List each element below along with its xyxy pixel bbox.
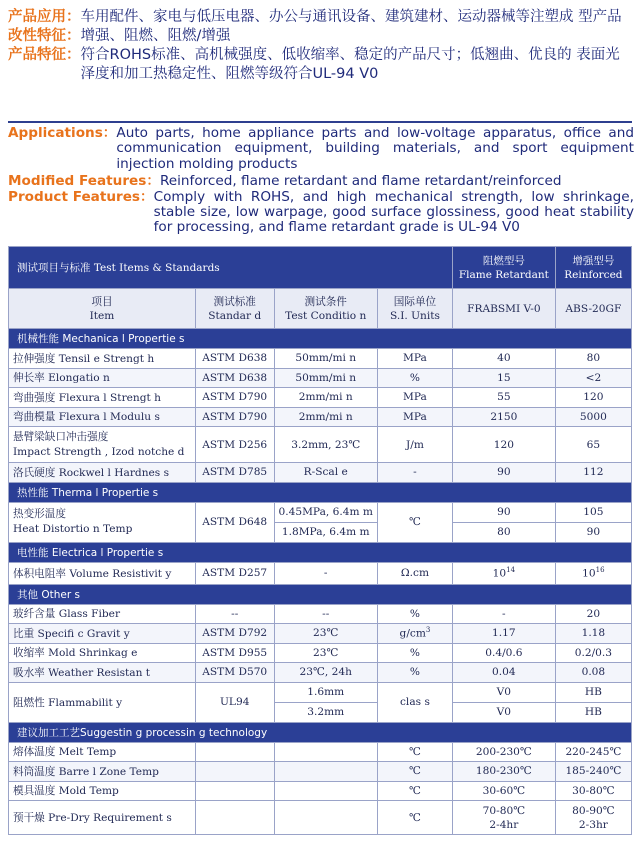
sub-standard xyxy=(195,289,274,329)
row-fr-value: V0 xyxy=(452,702,555,722)
row-item-name: 收缩率 Mold Shrinkag e xyxy=(9,643,196,663)
row-fr-value: 90 xyxy=(452,463,555,483)
row-condition: -- xyxy=(274,604,377,624)
en-modified xyxy=(8,174,634,189)
sub-unit-cn: 国际单位 xyxy=(393,295,437,308)
row-condition: 1.6mm xyxy=(274,682,377,702)
row-standard: ASTM D790 xyxy=(195,388,274,408)
row-standard: ASTM D638 xyxy=(195,368,274,388)
vol-rf-base: 10 xyxy=(582,567,596,580)
table-header xyxy=(9,247,632,289)
header-title: 测试项目与标准 Test Items & Standards xyxy=(9,247,453,289)
row-standard: -- xyxy=(195,604,274,624)
sub-cond-en: Test Conditio n xyxy=(285,309,367,322)
sub-condition xyxy=(274,289,377,329)
sub-unit xyxy=(377,289,452,329)
table-row xyxy=(9,463,632,483)
row-unit: MPa xyxy=(377,407,452,427)
section-others-title: 其他 Other s xyxy=(9,584,632,604)
row-item-name xyxy=(9,427,196,463)
row-standard: ASTM D570 xyxy=(195,663,274,683)
section-thermal xyxy=(9,482,632,502)
row-rf-value: 5000 xyxy=(555,407,631,427)
table-subheader xyxy=(9,289,632,329)
row-condition: 50mm/mi n xyxy=(274,368,377,388)
row-rf-value xyxy=(555,562,631,584)
row-standard: ASTM D648 xyxy=(195,502,274,542)
row-item-name xyxy=(9,502,196,542)
cn-application xyxy=(8,8,634,27)
row-unit: % xyxy=(377,368,452,388)
en-modified-text: Reinforced, flame retardant and flame retardant/reinforced xyxy=(159,173,562,190)
header-fr-cn: 阻燃型号 xyxy=(482,254,525,267)
row-rf-value: 105 xyxy=(555,502,631,522)
row-rf: 65 xyxy=(555,427,631,463)
row-unit: MPa xyxy=(377,388,452,408)
row-item-name: 体积电阻率 Volume Resistivit y xyxy=(9,562,196,584)
en-application-label: Applications： xyxy=(8,125,117,141)
row-condition: 50mm/mi n xyxy=(274,349,377,369)
section-divider xyxy=(8,121,632,123)
sub-rf-grade: ABS-20GF xyxy=(555,289,631,329)
cn-features-text: 符合ROHS标准、高机械强度、低收缩率、稳定的产品尺寸；低翘曲、优良的 表面光泽度和加工热稳定性、阻燃等级符合UL-94 V0 xyxy=(80,47,620,82)
row-fr-value: 55 xyxy=(452,388,555,408)
row-standard: ASTM D790 xyxy=(195,407,274,427)
row-standard: ASTM D785 xyxy=(195,463,274,483)
table-row xyxy=(9,562,632,584)
row-fr-value: 180-230℃ xyxy=(452,762,555,782)
header-reinforced xyxy=(555,247,631,289)
section-mechanical-title: 机械性能 Mechanica l Propertie s xyxy=(9,329,632,349)
row-standard: ASTM D638 xyxy=(195,349,274,369)
row-condition: R-Scal e xyxy=(274,463,377,483)
row-std: ASTM D256 xyxy=(195,427,274,463)
section-processing xyxy=(9,722,632,742)
row-rf-value: 1.18 xyxy=(555,624,631,644)
table-row xyxy=(9,762,632,782)
cn-modified xyxy=(8,27,634,46)
row-rf-value: 0.08 xyxy=(555,663,631,683)
row-fr: 120 xyxy=(452,427,555,463)
section-mechanical xyxy=(9,329,632,349)
table-row xyxy=(9,781,632,801)
row-fr-value: 90 xyxy=(452,502,555,522)
section-electrical xyxy=(9,542,632,562)
row-condition: 2mm/mi n xyxy=(274,388,377,408)
vol-rf-exp: 16 xyxy=(595,566,605,575)
row-fr-value: 2150 xyxy=(452,407,555,427)
row-unit: ℃ xyxy=(377,762,452,782)
vol-fr-exp: 14 xyxy=(506,566,516,575)
en-modified-label: Modified Features： xyxy=(8,173,160,190)
predry-fr1: 70-80℃ xyxy=(482,804,526,817)
row-item-name: 洛氏硬度 Rockwel l Hardnes s xyxy=(9,463,196,483)
table-row xyxy=(9,604,632,624)
header-rf-en: Reinforced xyxy=(564,268,623,281)
table-row xyxy=(9,349,632,369)
table-row xyxy=(9,624,632,644)
row-unit xyxy=(377,624,452,644)
impact-name-cn: 悬臂梁缺口冲击强度 xyxy=(13,430,109,443)
row-standard: ASTM D792 xyxy=(195,624,274,644)
row-rf-value: 112 xyxy=(555,463,631,483)
section-thermal-title: 热性能 Therma l Propertie s xyxy=(9,482,632,502)
row-fr-value xyxy=(452,562,555,584)
row-unit: ℃ xyxy=(377,801,452,835)
row-rf-value: 185-240℃ xyxy=(555,762,631,782)
cn-modified-label: 改性特征： xyxy=(8,28,81,44)
row-unit: clas s xyxy=(377,682,452,722)
table-row xyxy=(9,801,632,835)
row-unit: % xyxy=(377,604,452,624)
row-fr-value: 200-230℃ xyxy=(452,742,555,762)
row-unit: MPa xyxy=(377,349,452,369)
row-item-name: 吸水率 Weather Resistan t xyxy=(9,663,196,683)
sub-item-en: Item xyxy=(89,309,115,322)
row-item-name: 料筒温度 Barre l Zone Temp xyxy=(9,762,196,782)
section-electrical-title: 电性能 Electrica l Propertie s xyxy=(9,542,632,562)
row-item-name: 比重 Specifi c Gravit y xyxy=(9,624,196,644)
row-item-name: 熔体温度 Melt Temp xyxy=(9,742,196,762)
row-standard xyxy=(195,781,274,801)
row-rf-value: 0.2/0.3 xyxy=(555,643,631,663)
row-unit: % xyxy=(377,643,452,663)
row-condition: 1.8MPa, 6.4m m xyxy=(274,522,377,542)
sub-item xyxy=(9,289,196,329)
row-standard: UL94 xyxy=(195,682,274,722)
row-rf-value: HB xyxy=(555,682,631,702)
row-rf-value: 20 xyxy=(555,604,631,624)
row-condition: 3.2mm xyxy=(274,702,377,722)
english-intro xyxy=(8,126,634,236)
spec-table xyxy=(8,246,632,835)
row-standard xyxy=(195,742,274,762)
row-standard xyxy=(195,762,274,782)
row-unit: ℃ xyxy=(377,742,452,762)
section-others xyxy=(9,584,632,604)
table-row xyxy=(9,663,632,683)
section-processing-title: 建议加工工艺Suggestin g processin g technology xyxy=(9,722,632,742)
row-rf-value: 220-245℃ xyxy=(555,742,631,762)
hdt-name-cn: 热变形温度 xyxy=(13,508,66,520)
chinese-intro xyxy=(8,8,634,84)
row-item-name: 弯曲强度 Flexura l Strengt h xyxy=(9,388,196,408)
sub-cond-cn: 测试条件 xyxy=(304,295,347,308)
row-item-name: 阻燃性 Flammabilit y xyxy=(9,682,196,722)
row-rf-value: 30-80℃ xyxy=(555,781,631,801)
row-item-name: 拉伸强度 Tensil e Strengt h xyxy=(9,349,196,369)
unit-exp: 3 xyxy=(425,626,431,635)
row-unit: ℃ xyxy=(377,502,452,542)
row-fr-value: 80 xyxy=(452,522,555,542)
row-condition xyxy=(274,742,377,762)
row-condition: 0.45MPa, 6.4m m xyxy=(274,502,377,522)
row-fr-value: 0.04 xyxy=(452,663,555,683)
en-features xyxy=(8,190,634,236)
header-flame-retardant xyxy=(452,247,555,289)
row-item-name: 伸长率 Elongatio n xyxy=(9,368,196,388)
row-fr-value: 1.17 xyxy=(452,624,555,644)
row-standard xyxy=(195,801,274,835)
row-unit: ℃ xyxy=(377,781,452,801)
row-unit: % xyxy=(377,663,452,683)
row-standard: ASTM D955 xyxy=(195,643,274,663)
row-fr-value: 0.4/0.6 xyxy=(452,643,555,663)
en-features-text: Comply with ROHS, and high mechanical strength, low shrinkage, stable size, low warpage, good surface glossiness, good heat stability for processing, and flame retardant grade is UL-94 V0 xyxy=(153,188,634,236)
hdt-name-en: Heat Distortio n Temp xyxy=(13,523,133,535)
row-condition xyxy=(274,801,377,835)
header-rf-cn: 增强型号 xyxy=(572,254,615,267)
row-item-name: 玻纤含量 Glass Fiber xyxy=(9,604,196,624)
row-rf-value: 90 xyxy=(555,522,631,542)
row-fr-value: V0 xyxy=(452,682,555,702)
sub-item-cn: 项目 xyxy=(91,295,113,308)
row-condition: 23℃ xyxy=(274,643,377,663)
sub-fr-grade: FRABSMI V-0 xyxy=(452,289,555,329)
row-condition: 23℃, 24h xyxy=(274,663,377,683)
row-condition xyxy=(274,762,377,782)
table-row xyxy=(9,388,632,408)
sub-std-cn: 测试标准 xyxy=(213,295,256,308)
cn-application-text: 车用配件、家电与低压电器、办公与通讯设备、建筑建材、运动器械等注塑成 型产品 xyxy=(80,9,622,25)
predry-rf1: 80-90℃ xyxy=(572,804,615,817)
row-condition: 2mm/mi n xyxy=(274,407,377,427)
table-row xyxy=(9,682,632,702)
en-features-label: Product Features： xyxy=(8,188,154,205)
row-unit: - xyxy=(377,463,452,483)
row-fr-value: 15 xyxy=(452,368,555,388)
row-standard: ASTM D257 xyxy=(195,562,274,584)
row-condition: 23℃ xyxy=(274,624,377,644)
vol-fr-base: 10 xyxy=(492,567,507,580)
row-item-name: 模具温度 Mold Temp xyxy=(9,781,196,801)
row-rf-value: 80 xyxy=(555,349,631,369)
predry-fr2: 2-4hr xyxy=(489,818,519,831)
cn-application-label: 产品应用： xyxy=(8,9,81,25)
row-unit: J/m xyxy=(377,427,452,463)
row-condition: - xyxy=(274,562,377,584)
table-row xyxy=(9,742,632,762)
row-fr-value: - xyxy=(452,604,555,624)
cn-modified-text: 增强、阻燃、阻燃/增强 xyxy=(80,28,231,44)
predry-rf2: 2-3hr xyxy=(578,818,608,831)
table-row xyxy=(9,502,632,522)
en-application xyxy=(8,126,634,172)
unit-base: g/cm xyxy=(399,628,426,641)
table-row xyxy=(9,407,632,427)
row-rf-value: 120 xyxy=(555,388,631,408)
table-row xyxy=(9,643,632,663)
row-rf-value xyxy=(555,801,631,835)
row-item-name: 弯曲模量 Flexura l Modulu s xyxy=(9,407,196,427)
cn-features-label: 产品特征： xyxy=(8,47,81,63)
row-rf-value: <2 xyxy=(555,368,631,388)
table-row xyxy=(9,368,632,388)
row-fr-value: 40 xyxy=(452,349,555,369)
row-unit: Ω.cm xyxy=(377,562,452,584)
en-application-text: Auto parts, home appliance parts and low-voltage apparatus, office and communication equipment, building materials, and sport equipment injection molding products xyxy=(116,125,634,172)
table-row xyxy=(9,427,632,463)
sub-std-en: Standar d xyxy=(208,309,262,322)
row-fr-value xyxy=(452,801,555,835)
row-condition xyxy=(274,781,377,801)
row-item-name: 预干燥 Pre-Dry Requirement s xyxy=(9,801,196,835)
row-fr-value: 30-60℃ xyxy=(452,781,555,801)
row-cond: 3.2mm, 23℃ xyxy=(274,427,377,463)
row-rf-value: HB xyxy=(555,702,631,722)
header-fr-en: Flame Retardant xyxy=(458,268,549,281)
cn-features xyxy=(8,46,634,84)
sub-unit-en: S.I. Units xyxy=(389,309,440,322)
impact-name-en: Impact Strength , Izod notche d xyxy=(13,445,185,458)
